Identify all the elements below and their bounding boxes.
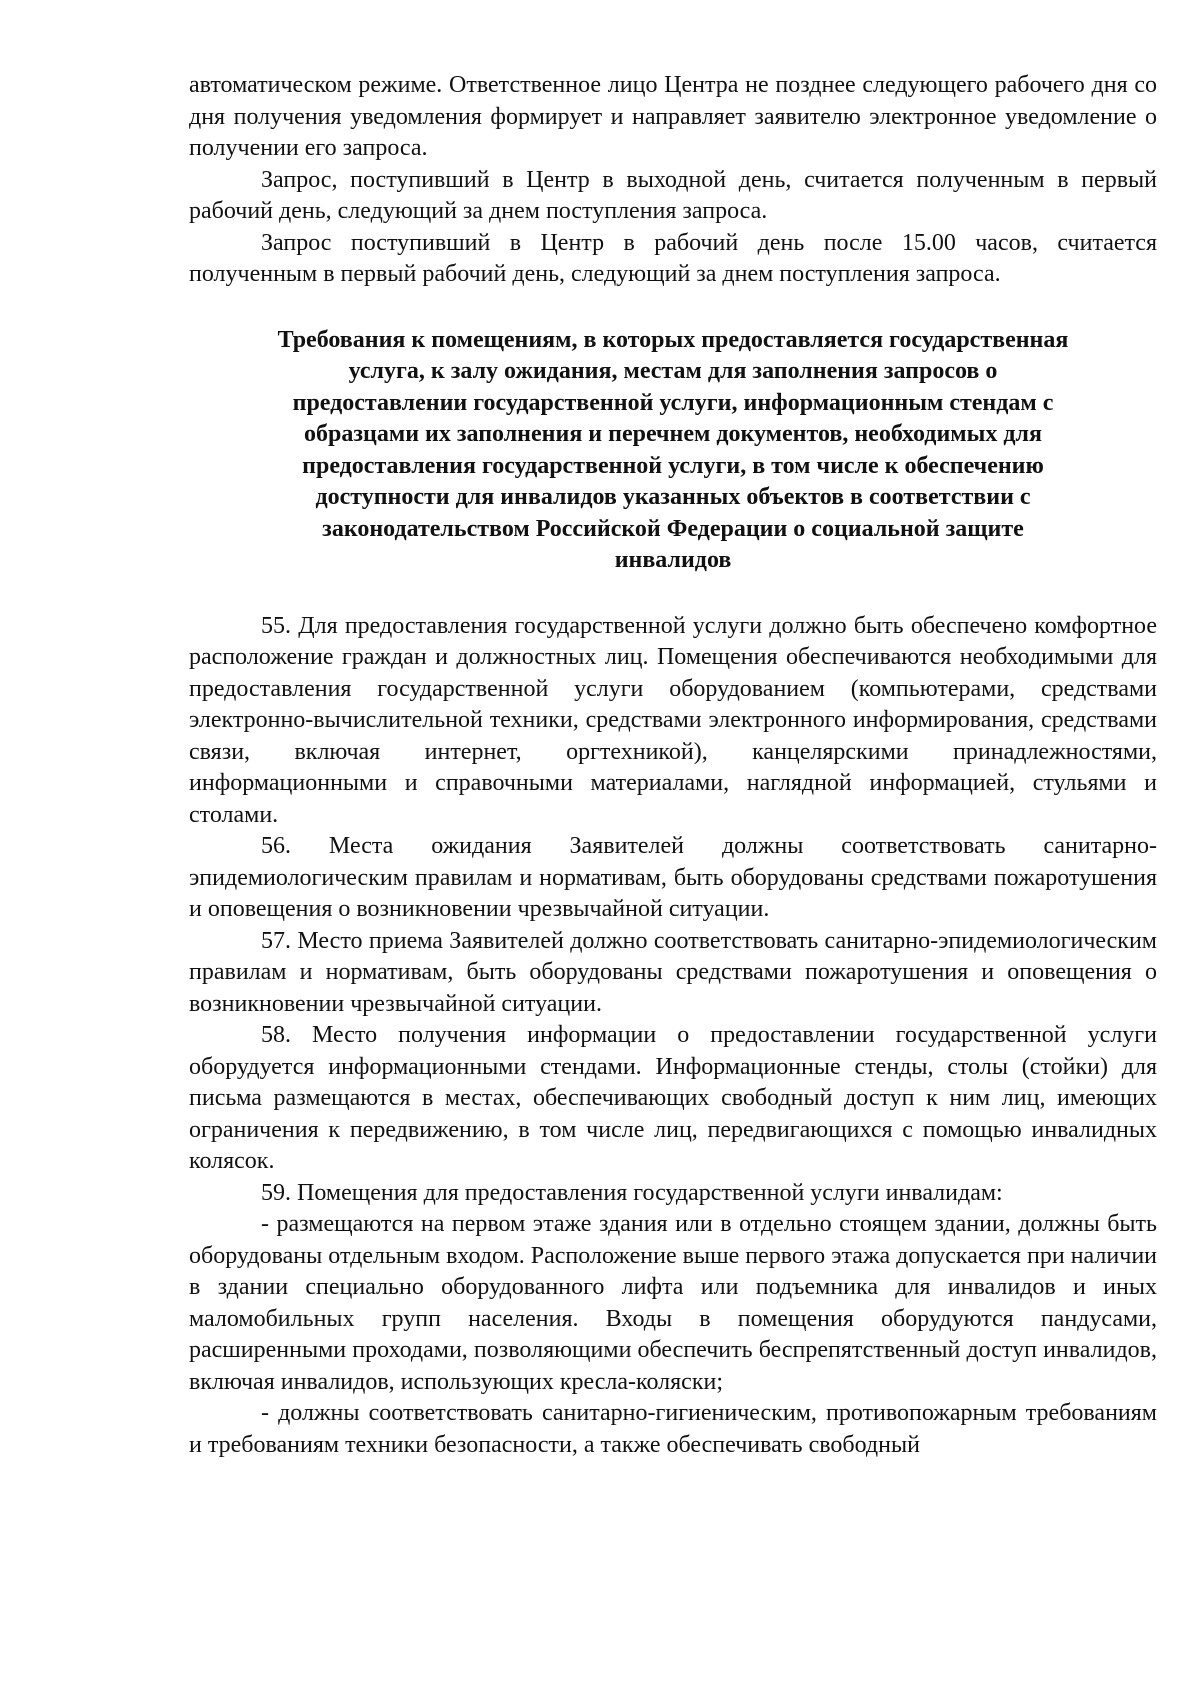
- list-item-safety-requirements: - должны соответствовать санитарно-гигиеническим, противопожарным требованиям и требованиям техники безопасности, а также обеспечивать свободный: [189, 1400, 1157, 1458]
- section-heading: [189, 325, 1157, 577]
- paragraph-57: 57. Место приема Заявителей должно соответствовать санитарно-эпидемиологическим правилам и нормативам, быть оборудованы средствами пожаротушения и оповещения о возникновении чрезвычайной ситуации.: [189, 927, 1157, 1017]
- paragraph-59: 59. Помещения для предоставления государственной услуги инвалидам:: [261, 1179, 1003, 1206]
- paragraph-55: 55. Для предоставления государственной услуги должно быть обеспечено комфортное расположение граждан и должностных лиц. Помещения обеспечиваются необходимыми для предоставления государственной услуги оборудованием (компьютерами, средствами электронно-вычислительной техники, средствами электронного информирования, средствами связи, включая интернет, оргтехникой), канцелярскими принадлежностями, информационными и справочными материалами, наглядной информацией, стульями и столами.: [189, 612, 1157, 828]
- document-page: [189, 70, 1157, 1461]
- paragraph-late-request: Запрос поступивший в Центр в рабочий день после 15.00 часов, считается полученным в первый рабочий день, следующий за днем поступления запроса.: [189, 229, 1157, 287]
- heading-line: предоставления государственной услуги, в том числе к обеспечению: [302, 452, 1044, 479]
- heading-line: образцами их заполнения и перечнем документов, необходимых для: [304, 421, 1042, 447]
- paragraph-56: 56. Места ожидания Заявителей должны соответствовать санитарно-эпидемиологическим правилам и нормативам, быть оборудованы средствами пожаротушения и оповещения о возникновении чрезвычайной ситуации.: [189, 833, 1157, 922]
- heading-line: инвалидов: [614, 547, 732, 573]
- heading-line: предоставлении государственной услуги, информационным стендам с: [292, 389, 1054, 416]
- paragraph-weekend-request: Запрос, поступивший в Центр в выходной день, считается полученным в первый рабочий день, следующий за днем поступления запроса.: [189, 166, 1157, 224]
- list-item-ground-floor: - размещаются на первом этаже здания или в отдельно стоящем здании, должны быть оборудованы отдельным входом. Расположение выше первого этажа допускается при наличии в здании специально оборудованного лифта или подъемника для инвалидов и иных маломобильных групп населения. Входы в помещения оборудуются пандусами, расширенными проходами, позволяющими обеспечить беспрепятственный доступ инвалидов, включая инвалидов, использующих кресла-коляски;: [189, 1211, 1157, 1395]
- heading-line: услуга, к залу ожидания, местам для заполнения запросов о: [348, 358, 998, 384]
- heading-line: доступности для инвалидов указанных объектов в соответствии с: [315, 484, 1031, 510]
- paragraph-continuation: автоматическом режиме. Ответственное лицо Центра не позднее следующего рабочего дня со дня получения уведомления формирует и направляет заявителю электронное уведомление о получении его запроса.: [189, 72, 1157, 161]
- heading-line: законодательством Российской Федерации о социальной защите: [322, 515, 1024, 542]
- heading-line: Требования к помещениям, в которых предоставляется государственная: [277, 326, 1069, 353]
- paragraph-58: 58. Место получения информации о предоставлении государственной услуги оборудуется информационными стендами. Информационные стенды, столы (стойки) для письма размещаются в местах, обеспечивающих свободный доступ к ним лиц, имеющих ограничения к передвижению, в том числе лиц, передвигающихся с помощью инвалидных колясок.: [189, 1022, 1157, 1174]
